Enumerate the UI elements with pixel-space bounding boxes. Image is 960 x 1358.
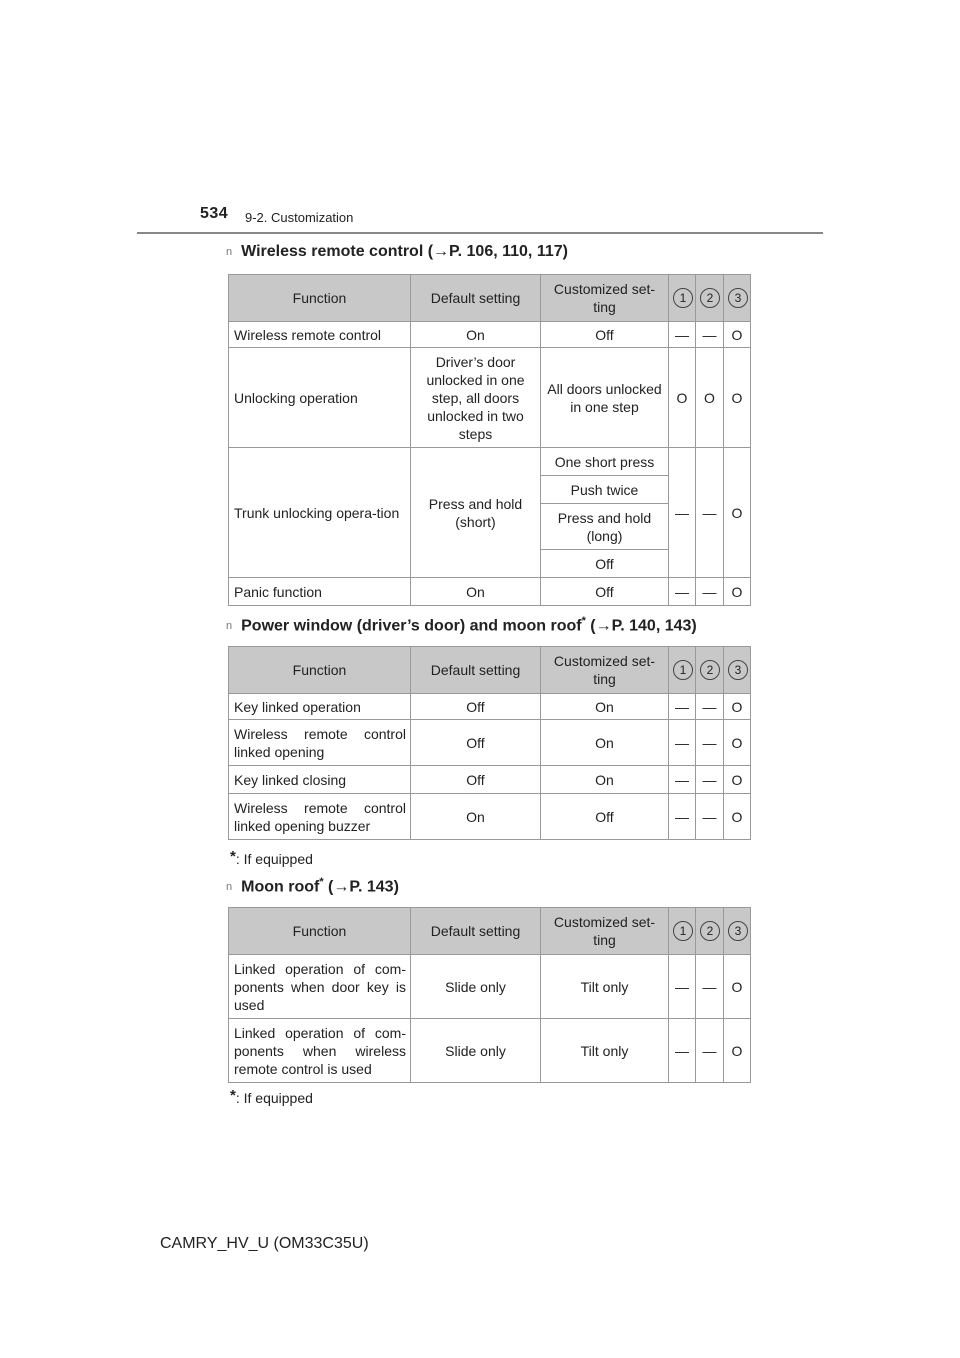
table-row [229,322,751,348]
table-row [229,448,751,476]
cell-default: On [411,322,541,348]
header-default: Default setting [411,647,541,694]
cell-mark-1: — [669,766,696,794]
cell-mark-3: O [724,694,751,720]
cell-default: On [411,794,541,840]
cell-mark-3: O [724,766,751,794]
asterisk-icon: * [230,848,236,865]
page-number: 534 [200,205,229,222]
cell-mark-2: — [696,1019,724,1083]
cell-function: Linked operation of com-ponents when wireless remote control is used [229,1019,411,1083]
cell-mark-3: O [724,1019,751,1083]
table-row [229,1019,751,1083]
table-header-row [229,275,751,322]
cell-mark-2: — [696,448,724,578]
cell-mark-1: — [669,720,696,766]
header-rule [137,232,823,234]
section-title: 9-2. Customization [245,210,354,225]
cell-mark-2: — [696,322,724,348]
header-function: Function [229,275,411,322]
table-row [229,578,751,606]
manual-code: CAMRY_HV_U (OM33C35U) [160,1235,369,1252]
circle-2-icon: 2 [700,921,720,941]
cell-mark-2: — [696,694,724,720]
cell-mark-1: — [669,955,696,1019]
cell-mark-1: — [669,578,696,606]
cell-custom: On [541,720,669,766]
heading-ref: (→P. 143) [323,878,399,896]
footnote-text: : If equipped [235,851,313,867]
header-custom: Customized set-ting [541,275,669,322]
cell-default: Press and hold (short) [411,448,541,578]
cell-mark-1: — [669,1019,696,1083]
cell-custom: On [541,766,669,794]
cell-mark-3: O [724,322,751,348]
bullet-icon: n [226,246,233,258]
header-custom: Customized set-ting [541,908,669,955]
cell-function: Linked operation of com-ponents when door key is used [229,955,411,1019]
asterisk-icon: * [581,615,586,627]
heading-ref: (→P. 140, 143) [585,617,697,635]
cell-function: Key linked operation [229,694,411,720]
section-heading-wireless-remote [226,243,568,261]
bullet-icon: n [226,881,233,894]
cell-function: Trunk unlocking opera-tion [229,448,411,578]
circle-1-icon: 1 [673,921,693,941]
cell-mark-1: O [669,348,696,448]
cell-mark-3: O [724,578,751,606]
table-power-window [228,646,751,840]
footnote-text: : If equipped [235,1090,313,1106]
circle-1-icon: 1 [673,660,693,680]
cell-custom: Push twice [541,476,669,504]
cell-mark-2: — [696,794,724,840]
heading-text: Moon roof [241,878,320,896]
table-header-row [229,908,751,955]
cell-function: Wireless remote control linked opening [229,720,411,766]
cell-custom: Off [541,794,669,840]
cell-default: On [411,578,541,606]
cell-default: Slide only [411,955,541,1019]
circle-2-icon: 2 [700,660,720,680]
cell-default: Driver’s door unlocked in one step, all doors unlocked in two steps [411,348,541,448]
cell-custom: All doors unlocked in one step [541,348,669,448]
cell-mark-1: — [669,694,696,720]
footnote-if-equipped [230,1087,313,1106]
table-row [229,720,751,766]
table-row [229,694,751,720]
header-function: Function [229,647,411,694]
heading-text: Wireless remote control (→P. 106, 110, 117) [241,243,568,260]
cell-custom: Press and hold (long) [541,504,669,550]
footnote-if-equipped [230,848,313,867]
cell-default: Off [411,766,541,794]
circle-3-icon: 3 [728,921,748,941]
header-function: Function [229,908,411,955]
cell-mark-3: O [724,448,751,578]
bullet-icon: n [226,620,233,633]
table-row [229,794,751,840]
cell-mark-2: O [696,348,724,448]
table-header-row [229,647,751,694]
circle-3-icon: 3 [728,660,748,680]
cell-custom: Tilt only [541,1019,669,1083]
cell-mark-2: — [696,578,724,606]
cell-default: Slide only [411,1019,541,1083]
cell-default: Off [411,720,541,766]
cell-mark-3: O [724,955,751,1019]
cell-mark-1: — [669,794,696,840]
table-moon-roof [228,907,751,1083]
cell-function: Key linked closing [229,766,411,794]
circle-1-icon: 1 [673,288,693,308]
cell-custom: On [541,694,669,720]
table-wireless-remote [228,274,751,606]
circle-3-icon: 3 [728,288,748,308]
cell-custom: Off [541,550,669,578]
cell-custom: Off [541,322,669,348]
header-custom: Customized set-ting [541,647,669,694]
cell-mark-2: — [696,720,724,766]
cell-mark-2: — [696,766,724,794]
header-default: Default setting [411,275,541,322]
cell-function: Panic function [229,578,411,606]
asterisk-icon: * [319,876,324,888]
cell-mark-2: — [696,955,724,1019]
table-row [229,955,751,1019]
cell-function: Wireless remote control [229,322,411,348]
section-heading-power-window [226,615,697,635]
cell-custom: Off [541,578,669,606]
cell-function: Unlocking operation [229,348,411,448]
cell-custom: One short press [541,448,669,476]
cell-function: Wireless remote control linked opening buzzer [229,794,411,840]
cell-custom: Tilt only [541,955,669,1019]
header-default: Default setting [411,908,541,955]
table-row [229,766,751,794]
cell-mark-3: O [724,720,751,766]
cell-mark-1: — [669,448,696,578]
circle-2-icon: 2 [700,288,720,308]
table-row [229,348,751,448]
cell-default: Off [411,694,541,720]
asterisk-icon: * [230,1087,236,1104]
cell-mark-3: O [724,794,751,840]
cell-mark-3: O [724,348,751,448]
section-heading-moon-roof [226,876,399,896]
heading-text: Power window (driver’s door) and moon roof [241,617,582,635]
cell-mark-1: — [669,322,696,348]
